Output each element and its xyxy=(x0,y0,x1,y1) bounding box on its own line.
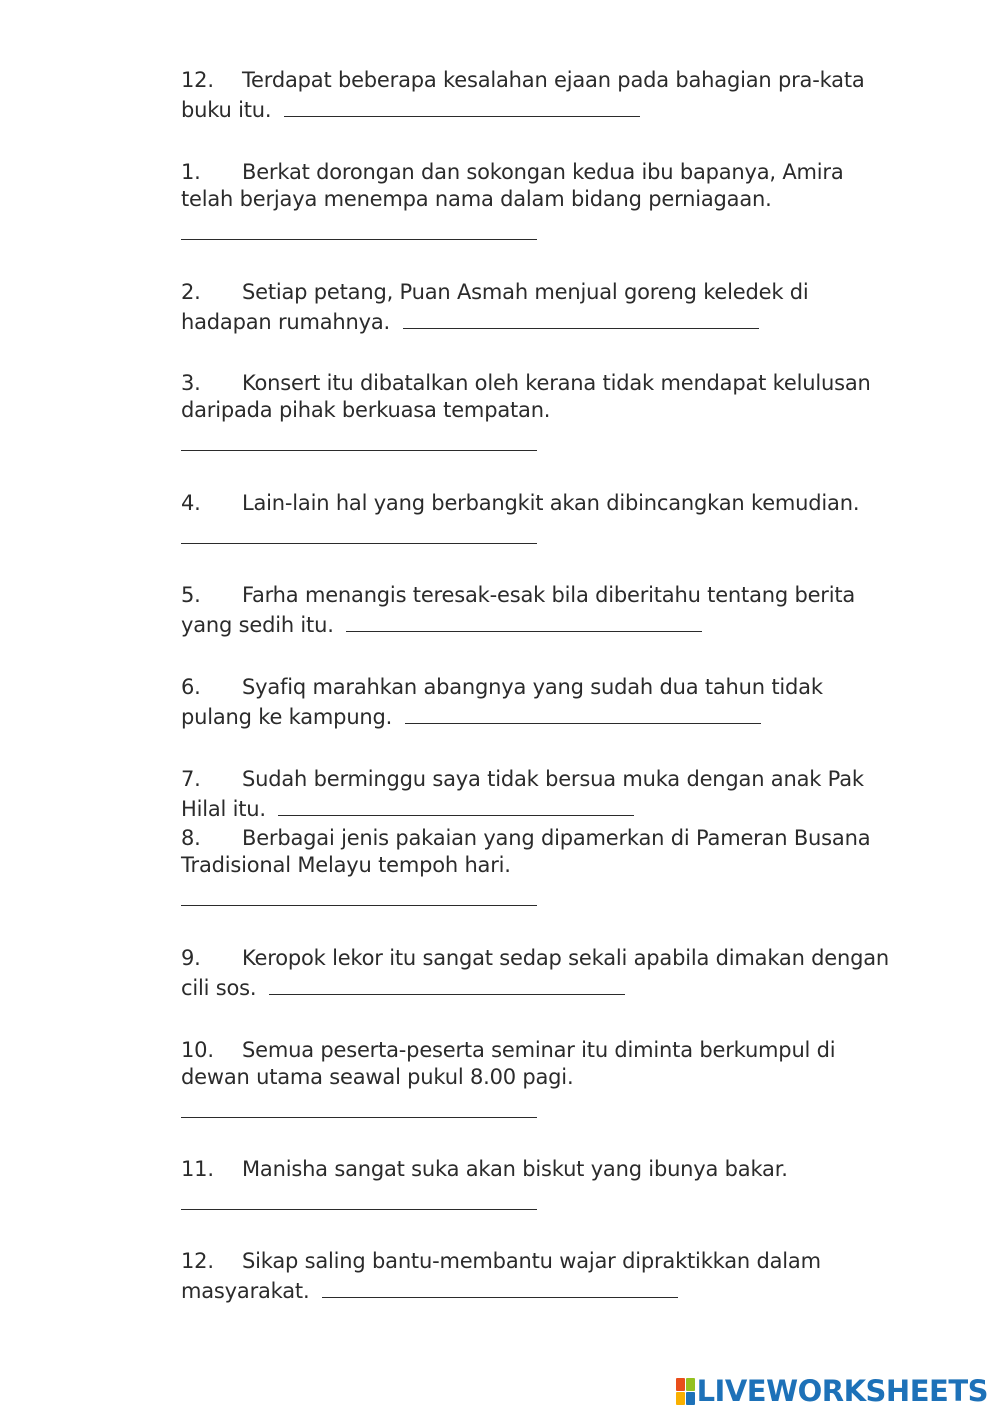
question-text: Semua peserta-peserta seminar itu diminta berkumpul di dewan utama seawal pukul 8.00 pagi. xyxy=(181,1038,836,1089)
answer-input[interactable] xyxy=(322,1275,678,1298)
answer-input[interactable] xyxy=(269,972,625,995)
question-number: 12. xyxy=(181,1249,214,1273)
question-text: Sudah berminggu saya tidak bersua muka dengan anak Pak Hilal itu. xyxy=(181,767,864,821)
question-number: 4. xyxy=(181,491,201,515)
answer-input[interactable] xyxy=(181,1095,537,1118)
question-number: 9. xyxy=(181,946,201,970)
logo-text: LIVEWORKSHEETS xyxy=(696,1374,988,1408)
question-number: 6. xyxy=(181,675,201,699)
liveworksheets-logo xyxy=(676,1376,988,1406)
question-text: Manisha sangat suka akan biskut yang ibunya bakar. xyxy=(242,1157,788,1181)
question-text: Lain-lain hal yang berbangkit akan dibincangkan kemudian. xyxy=(242,491,860,515)
question-number: 12. xyxy=(181,68,214,92)
question-text: Farha menangis teresak-esak bila diberitahu tentang berita yang sedih itu. xyxy=(181,583,856,637)
answer-input[interactable] xyxy=(181,521,537,544)
question-text: Setiap petang, Puan Asmah menjual goreng keledek di hadapan rumahnya. xyxy=(181,280,809,334)
question-number: 8. xyxy=(181,826,201,850)
question-number: 10. xyxy=(181,1038,214,1062)
logo-mark-square xyxy=(686,1378,695,1391)
logo-mark-square xyxy=(676,1378,685,1391)
answer-input[interactable] xyxy=(181,1187,537,1210)
question-item xyxy=(181,582,891,639)
question-text: Syafiq marahkan abangnya yang sudah dua tahun tidak pulang ke kampung. xyxy=(181,675,823,729)
question-item xyxy=(181,674,891,731)
question-text: Keropok lekor itu sangat sedap sekali apabila dimakan dengan cili sos. xyxy=(181,946,890,1000)
question-item xyxy=(181,490,891,544)
question-text: Konsert itu dibatalkan oleh kerana tidak mendapat kelulusan daripada pihak berkuasa tempatan. xyxy=(181,371,871,422)
question-text: Berkat dorongan dan sokongan kedua ibu bapanya, Amira telah berjaya menempa nama dalam bidang perniagaan. xyxy=(181,160,844,211)
answer-input[interactable] xyxy=(284,94,640,117)
logo-mark-square xyxy=(676,1392,685,1405)
question-number: 1. xyxy=(181,160,201,184)
question-number: 7. xyxy=(181,767,201,791)
question-item xyxy=(181,159,891,240)
answer-input[interactable] xyxy=(346,609,702,632)
question-item xyxy=(181,370,891,451)
answer-input[interactable] xyxy=(405,701,761,724)
question-item xyxy=(181,279,891,336)
question-item xyxy=(181,766,891,823)
question-number: 2. xyxy=(181,280,201,304)
question-text: Berbagai jenis pakaian yang dipamerkan di Pameran Busana Tradisional Melayu tempoh hari. xyxy=(181,826,871,877)
question-item xyxy=(181,1037,891,1118)
question-item xyxy=(181,825,891,906)
answer-input[interactable] xyxy=(403,306,759,329)
answer-input[interactable] xyxy=(181,428,537,451)
logo-mark-icon xyxy=(676,1378,695,1405)
question-item xyxy=(181,1156,891,1210)
question-text: Terdapat beberapa kesalahan ejaan pada bahagian pra-kata buku itu. xyxy=(181,68,865,122)
logo-mark-square xyxy=(686,1392,695,1405)
answer-input[interactable] xyxy=(181,217,537,240)
question-text: Sikap saling bantu-membantu wajar dipraktikkan dalam masyarakat. xyxy=(181,1249,821,1303)
question-item xyxy=(181,945,891,1002)
question-number: 5. xyxy=(181,583,201,607)
answer-input[interactable] xyxy=(181,883,537,906)
question-item xyxy=(181,67,891,124)
answer-input[interactable] xyxy=(278,793,634,816)
question-item xyxy=(181,1248,891,1305)
question-number: 11. xyxy=(181,1157,214,1181)
question-number: 3. xyxy=(181,371,201,395)
